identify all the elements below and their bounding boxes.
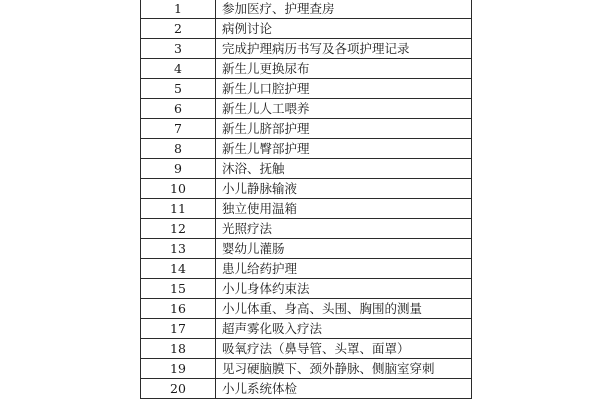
row-number: 8 <box>141 139 216 159</box>
table-row <box>141 339 472 359</box>
row-item: 光照疗法 <box>216 219 472 239</box>
table-row <box>141 259 472 279</box>
row-item: 患儿给药护理 <box>216 259 472 279</box>
table-row <box>141 279 472 299</box>
row-number: 3 <box>141 39 216 59</box>
row-number: 4 <box>141 59 216 79</box>
table-row <box>141 179 472 199</box>
table-row <box>141 119 472 139</box>
row-item: 新生儿臀部护理 <box>216 139 472 159</box>
row-number: 1 <box>141 0 216 19</box>
row-number: 16 <box>141 299 216 319</box>
row-number: 20 <box>141 379 216 399</box>
table-row <box>141 199 472 219</box>
row-number: 18 <box>141 339 216 359</box>
row-item: 见习硬脑膜下、颈外静脉、侧脑室穿刺 <box>216 359 472 379</box>
row-number: 6 <box>141 99 216 119</box>
row-number: 19 <box>141 359 216 379</box>
row-number: 2 <box>141 19 216 39</box>
table-row <box>141 19 472 39</box>
row-item: 小儿静脉输液 <box>216 179 472 199</box>
row-item: 新生儿更换尿布 <box>216 59 472 79</box>
row-number: 10 <box>141 179 216 199</box>
row-number: 11 <box>141 199 216 219</box>
row-item: 婴幼儿灌肠 <box>216 239 472 259</box>
row-item: 沐浴、抚触 <box>216 159 472 179</box>
row-item: 新生儿口腔护理 <box>216 79 472 99</box>
table-row <box>141 359 472 379</box>
row-item: 超声雾化吸入疗法 <box>216 319 472 339</box>
table-row <box>141 59 472 79</box>
row-number: 13 <box>141 239 216 259</box>
table-row <box>141 39 472 59</box>
table-row <box>141 299 472 319</box>
nursing-task-table <box>140 0 472 399</box>
table-row <box>141 239 472 259</box>
row-number: 15 <box>141 279 216 299</box>
row-item: 参加医疗、护理查房 <box>216 0 472 19</box>
row-number: 12 <box>141 219 216 239</box>
row-number: 9 <box>141 159 216 179</box>
table-row <box>141 79 472 99</box>
row-number: 17 <box>141 319 216 339</box>
table-row <box>141 319 472 339</box>
row-item: 小儿身体约束法 <box>216 279 472 299</box>
row-item: 小儿系统体检 <box>216 379 472 399</box>
row-item: 病例讨论 <box>216 19 472 39</box>
row-number: 5 <box>141 79 216 99</box>
row-item: 新生儿人工喂养 <box>216 99 472 119</box>
row-item: 完成护理病历书写及各项护理记录 <box>216 39 472 59</box>
row-number: 7 <box>141 119 216 139</box>
row-item: 独立使用温箱 <box>216 199 472 219</box>
row-item: 小儿体重、身高、头围、胸围的测量 <box>216 299 472 319</box>
table-row <box>141 379 472 399</box>
table-row <box>141 0 472 19</box>
row-item: 新生儿脐部护理 <box>216 119 472 139</box>
table-row <box>141 219 472 239</box>
table-body <box>141 0 472 399</box>
row-item: 吸氧疗法（鼻导管、头罩、面罩） <box>216 339 472 359</box>
table-row <box>141 139 472 159</box>
table-row <box>141 159 472 179</box>
row-number: 14 <box>141 259 216 279</box>
table-row <box>141 99 472 119</box>
